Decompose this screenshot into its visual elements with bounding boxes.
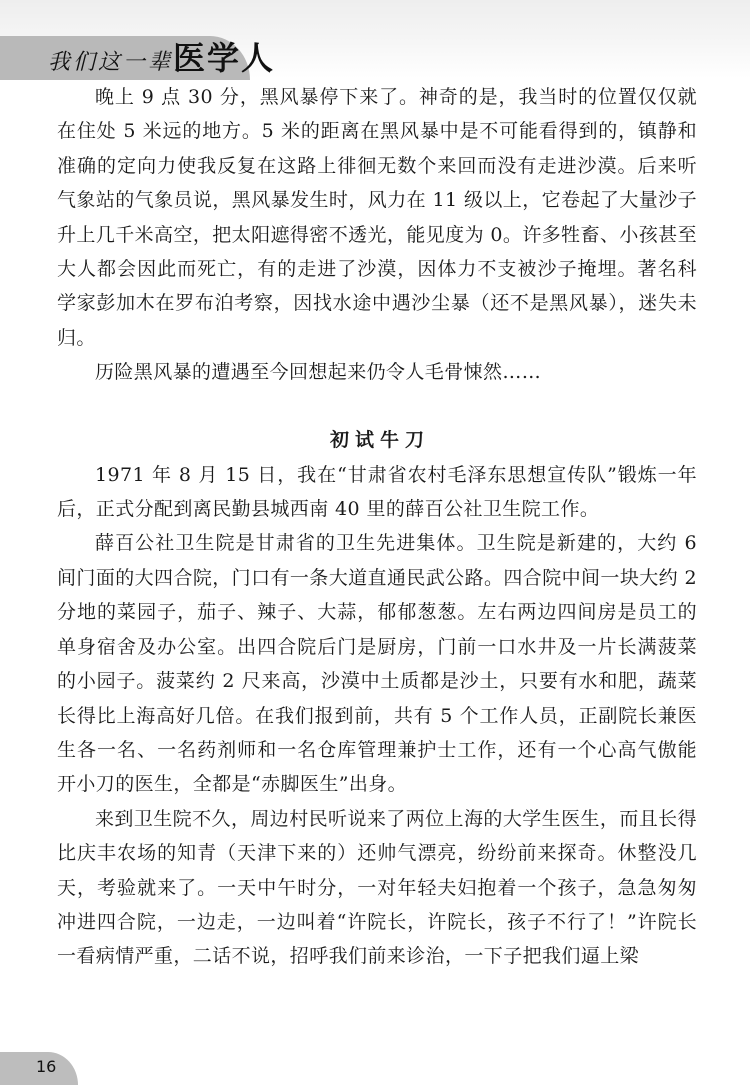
page-number: 16 [36,1057,57,1076]
page-body [57,80,697,974]
section-heading: 初试牛刀 [329,428,430,451]
running-header-title [48,40,275,81]
body-paragraph: 晚上 9 点 30 分，黑风暴停下来了。神奇的是，我当时的位置仅仅就在住处 5 米远的地方。5 米的距离在黑风暴中是不可能看得到的，镇静和准确的定向力使我反复在这路上徘徊无数个来回而没有走进沙漠。后来听气象站的气象员说，黑风暴发生时，风力在 11 级以上，它卷起了大量沙子升上几千米高空，把太阳遮得密不透光，能见度为 0。许多牲畜、小孩甚至大人都会因此而死亡，有的走进了沙漠，因体力不支被沙子掩埋。著名科学家彭加木在罗布泊考察，因找水途中遇沙尘暴（还不是黑风暴），迷失未归。 [57,86,697,349]
body-paragraph: 薛百公社卫生院是甘肃省的卫生先进集体。卫生院是新建的，大约 6 间门面的大四合院，门口有一条大道直通民武公路。四合院中间一块大约 2 分地的菜园子，茄子、辣子、大蒜，郁郁葱葱。左右两边四间房是员工的单身宿舍及办公室。出四合院后门是厨房，门前一口水井及一片长满菠菜的小园子。菠菜约 2 尺来高，沙漠中土质都是沙土，只要有水和肥，蔬菜长得比上海高好几倍。在我们报到前，共有 5 个工作人员，正副院长兼医生各一名、一名药剂师和一名仓库管理兼护士工作，还有一个心高气傲能开小刀的医生，全都是“赤脚医生”出身。 [57,532,697,796]
body-paragraph: 来到卫生院不久，周边村民听说来了两位上海的大学生医生，而且长得比庆丰农场的知青（天津下来的）还帅气漂亮，纷纷前来探奇。休整没几天，考验就来了。一天中午时分，一对年轻夫妇抱着一个孩子，急急匆匆冲进四合院，一边走，一边叫着“许院长，许院长，孩子不行了！”许院长一看病情严重，二话不说，招呼我们前来诊治，一下子把我们逼上梁 [57,807,697,968]
header-title-script: 我们这一辈 [48,50,174,75]
header-title-bold: 医学人 [173,39,276,77]
body-paragraph: 历险黑风暴的遭遇至今回想起来仍令人毛骨悚然…… [95,361,542,384]
body-paragraph: 1971 年 8 月 15 日，我在“甘肃省农村毛泽东思想宣传队”锻炼一年后，正式分配到离民勤县城西南 40 里的薛百公社卫生院工作。 [57,463,697,521]
